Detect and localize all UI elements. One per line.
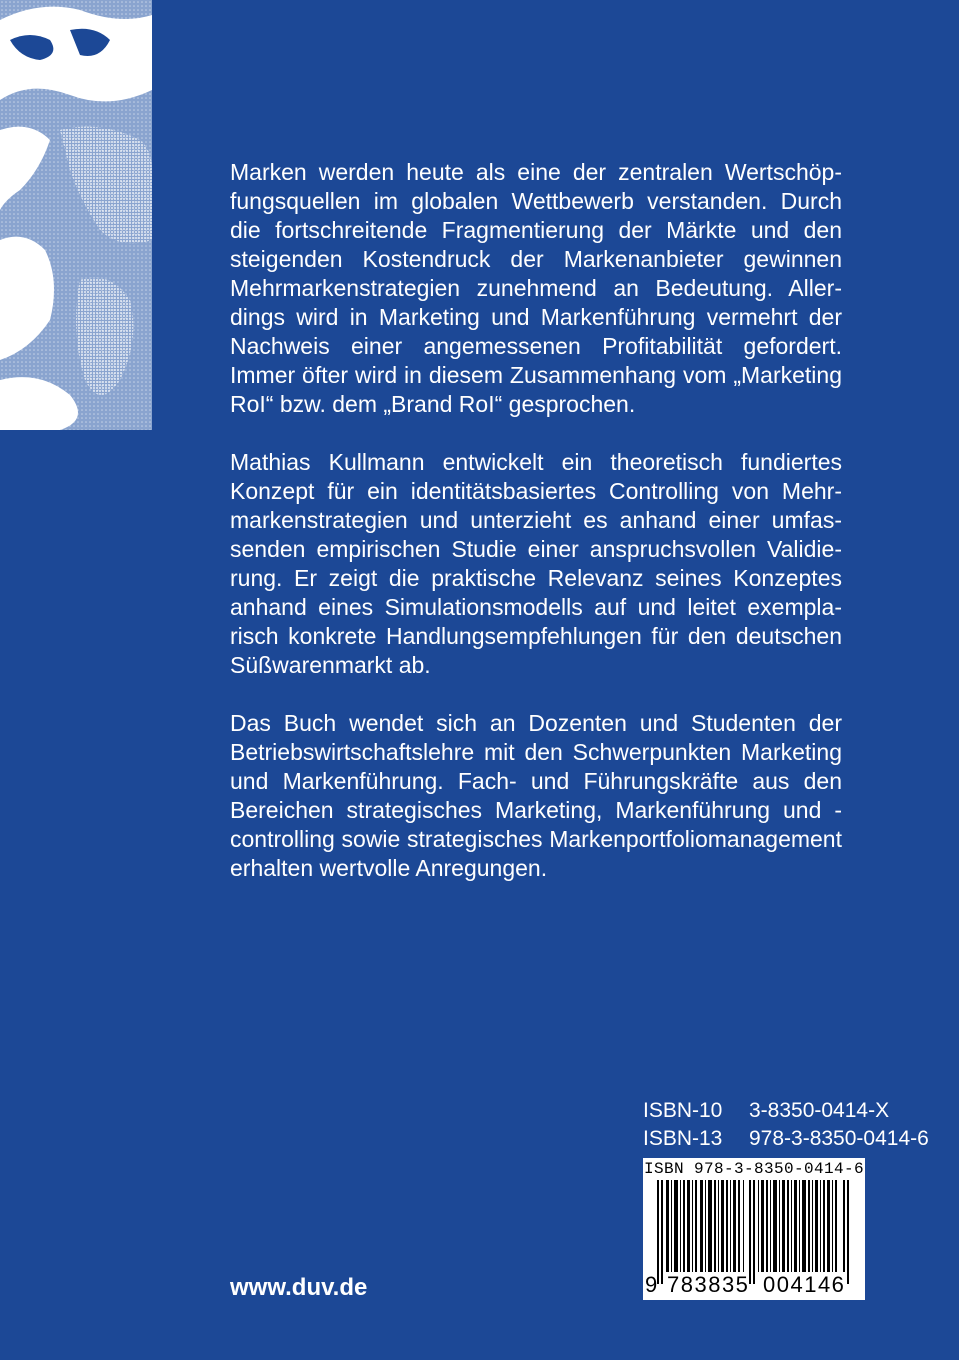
barcode-isbn-text: ISBN 978-3-8350-0414-6 [643,1160,865,1178]
barcode-bars-image [657,1180,853,1284]
barcode-first-digit: 9 [645,1272,658,1297]
barcode-right-group: 004146 [763,1272,846,1297]
isbn10-label: ISBN-10 [643,1099,723,1122]
barcode-digits [643,1272,865,1298]
paragraph-author: Mathias Kullmann entwickelt ein theoretisch fundiertes Konzept für ein identitätsbasiertes Controlling von Mehrmarkenstrategien und unterzieht es anhand einer umfassenden empirischen Studie einer anspruchsvollen Validierung. Er zeigt die praktische Relevanz seines Konzeptes anhand eines Simulationsmodells auf und leitet exemplarisch konkrete Handlungsempfehlungen für den deutschen Süßwarenmarkt ab. [230,449,842,678]
isbn10-line [643,1097,929,1125]
paragraph-intro: Marken werden heute als eine der zentralen Wertschöpfungsquellen im globalen Wettbewerb verstanden. Durch die fortschreitende Fragmentierung der Märkte und den steigenden Kostendruck der Markenanbieter gewinnen Mehrmarkenstrategien zunehmend an Bedeutung. Allerdings wird in Marketing und Markenführung vermehrt der Nachweis einer angemessenen Profitabilität gefordert. Immer öfter wird in diesem Zusammenhang vom „Marketing RoI“ bzw. dem „Brand RoI“ gesprochen. [230,159,842,417]
barcode [643,1158,865,1300]
isbn13-value: 978-3-8350-0414-6 [749,1127,929,1150]
isbn-info [643,1097,929,1153]
barcode-left-group: 783835 [667,1272,750,1297]
isbn13-line [643,1125,929,1153]
description-text [230,158,842,912]
publisher-url: www.duv.de [230,1274,368,1301]
paragraph-audience: Das Buch wendet sich an Dozenten und Studenten der Betriebswirtschaftslehre mit den Schwerpunkten Marketing und Markenführung. Fach- und Führungskräfte aus den Bereichen strategisches Marketing, Markenführung und -controlling sowie strategisches Markenportfoliomanagement erhalten wertvolle Anregungen. [230,710,842,881]
globe-map-image [0,0,152,430]
globe-illustration [0,0,152,430]
isbn10-value: 3-8350-0414-X [749,1099,890,1122]
isbn13-label: ISBN-13 [643,1127,723,1150]
